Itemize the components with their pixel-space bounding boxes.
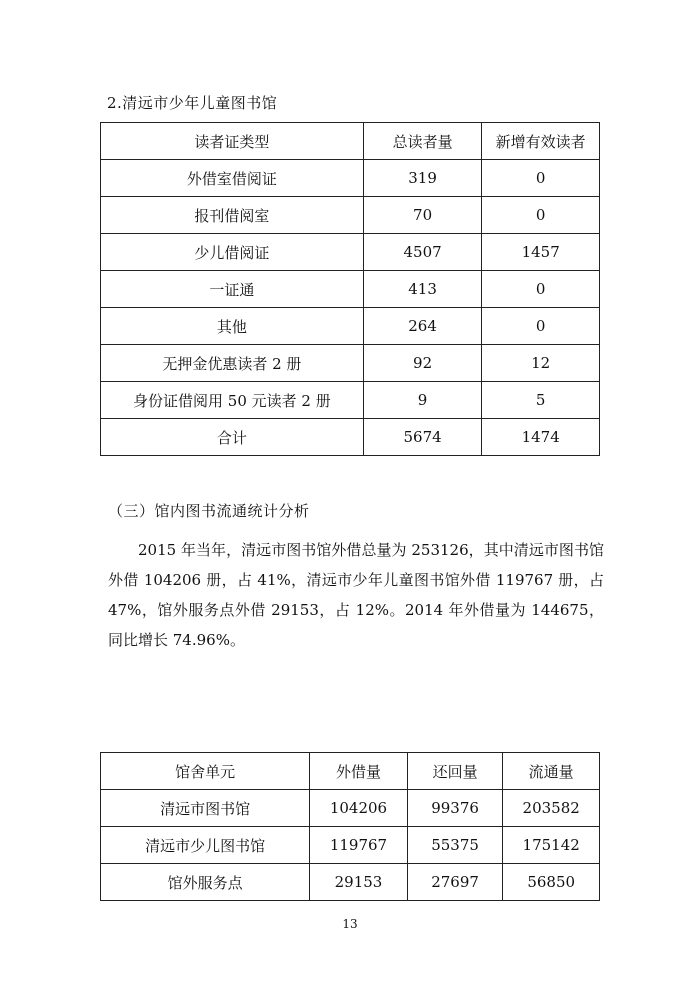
cell-lent: 119767 [310, 827, 408, 864]
table-header-row [101, 753, 600, 790]
cell-returned: 99376 [407, 790, 503, 827]
table-row [101, 790, 600, 827]
header-returned: 还回量 [407, 753, 503, 790]
table-total-row [101, 419, 600, 456]
cell-total-readers: 70 [363, 197, 482, 234]
header-lent: 外借量 [310, 753, 408, 790]
cell-circulation: 175142 [503, 827, 600, 864]
table-row [101, 345, 600, 382]
cell-card-type: 身份证借阅用 50 元读者 2 册 [101, 382, 364, 419]
header-total-readers: 总读者量 [363, 123, 482, 160]
cell-total-readers: 5674 [363, 419, 482, 456]
cell-unit: 清远市图书馆 [101, 790, 310, 827]
cell-new-readers: 0 [482, 197, 600, 234]
cell-circulation: 203582 [503, 790, 600, 827]
table-row [101, 271, 600, 308]
table-header-row [101, 123, 600, 160]
cell-circulation: 56850 [503, 864, 600, 901]
reader-card-table [100, 122, 600, 456]
cell-new-readers: 12 [482, 345, 600, 382]
cell-total-readers: 319 [363, 160, 482, 197]
cell-total-readers: 4507 [363, 234, 482, 271]
cell-card-type: 报刊借阅室 [101, 197, 364, 234]
cell-total-readers: 9 [363, 382, 482, 419]
table-row [101, 864, 600, 901]
cell-lent: 104206 [310, 790, 408, 827]
cell-card-type: 其他 [101, 308, 364, 345]
header-unit: 馆舍单元 [101, 753, 310, 790]
table-row [101, 197, 600, 234]
page-number: 13 [342, 917, 358, 931]
section-title: （三）馆内图书流通统计分析 [108, 502, 310, 520]
header-new-readers: 新增有效读者 [482, 123, 600, 160]
cell-new-readers: 1457 [482, 234, 600, 271]
section-heading: 2.清远市少年儿童图书馆 [107, 94, 278, 112]
cell-new-readers: 1474 [482, 419, 600, 456]
cell-card-type: 一证通 [101, 271, 364, 308]
table-row [101, 827, 600, 864]
header-circulation: 流通量 [503, 753, 600, 790]
cell-card-type: 外借室借阅证 [101, 160, 364, 197]
cell-new-readers: 5 [482, 382, 600, 419]
body-paragraph: 2015 年当年，清远市图书馆外借总量为 253126，其中清远市图书馆外借 104206 册，占 41%，清远市少年儿童图书馆外借 119767 册，占 47%，馆外服务点外借 29153，占 12%。2014 年外借量为 144675，同比增长 74.96%。 [108, 541, 604, 649]
cell-total-readers: 92 [363, 345, 482, 382]
cell-card-type: 合计 [101, 419, 364, 456]
cell-returned: 55375 [407, 827, 503, 864]
cell-card-type: 少儿借阅证 [101, 234, 364, 271]
cell-unit: 馆外服务点 [101, 864, 310, 901]
cell-lent: 29153 [310, 864, 408, 901]
table-row [101, 160, 600, 197]
cell-new-readers: 0 [482, 271, 600, 308]
header-card-type: 读者证类型 [101, 123, 364, 160]
table-row [101, 382, 600, 419]
cell-card-type: 无押金优惠读者 2 册 [101, 345, 364, 382]
table-row [101, 308, 600, 345]
cell-unit: 清远市少儿图书馆 [101, 827, 310, 864]
cell-returned: 27697 [407, 864, 503, 901]
cell-total-readers: 264 [363, 308, 482, 345]
cell-total-readers: 413 [363, 271, 482, 308]
circulation-table [100, 752, 600, 901]
table-row [101, 234, 600, 271]
cell-new-readers: 0 [482, 160, 600, 197]
cell-new-readers: 0 [482, 308, 600, 345]
